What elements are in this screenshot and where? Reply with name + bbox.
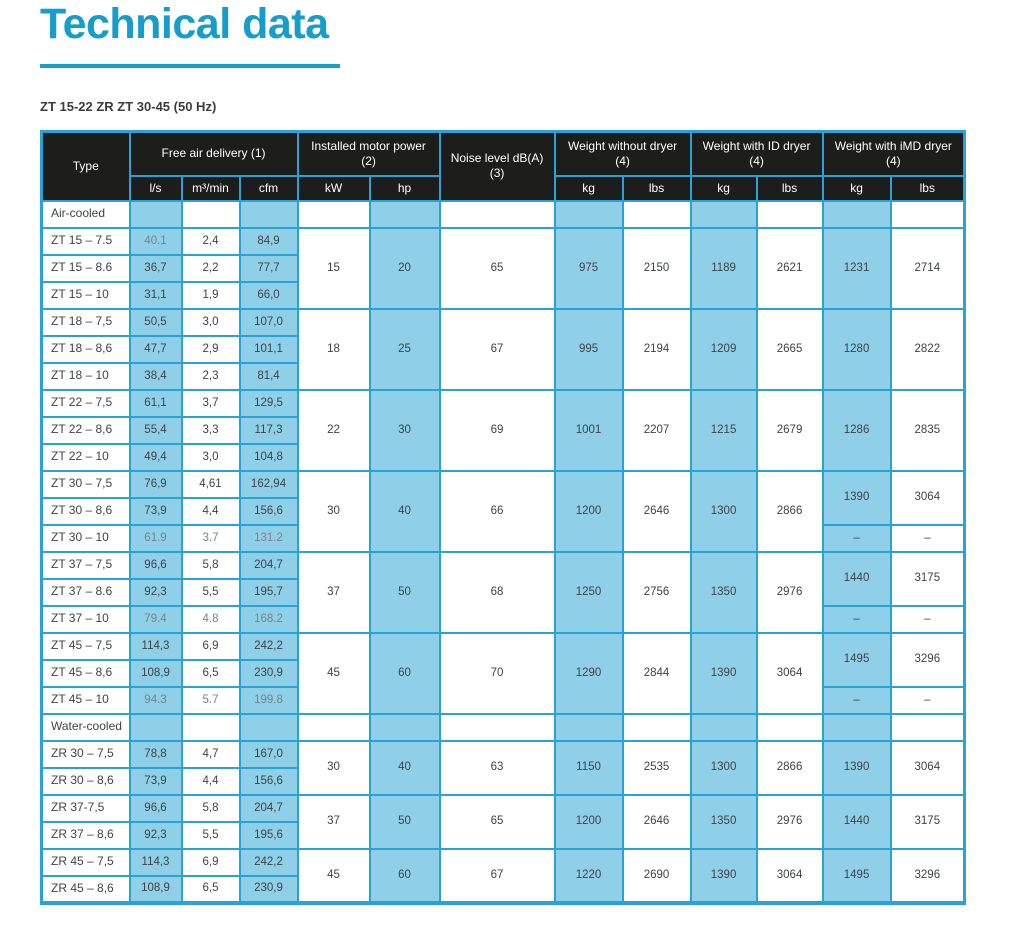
empty-cell	[823, 201, 891, 228]
value-cell: 6,9	[182, 633, 240, 660]
weight-no-dryer-kg-cell: 1220	[555, 849, 623, 903]
hp-cell: 25	[370, 309, 440, 390]
type-cell: ZT 30 – 10	[42, 525, 130, 552]
empty-cell	[691, 201, 757, 228]
value-cell: 101,1	[240, 336, 298, 363]
weight-imd-dryer-kg-cell: 1390	[823, 471, 891, 525]
weight-imd-dryer-lbs-cell: 2835	[891, 390, 965, 471]
value-cell: 242,2	[240, 849, 298, 876]
kw-cell: 18	[298, 309, 370, 390]
value-cell: 36,7	[130, 255, 182, 282]
value-cell: 129,5	[240, 390, 298, 417]
value-cell: 2,2	[182, 255, 240, 282]
type-cell: ZT 37 – 7,5	[42, 552, 130, 579]
weight-id-dryer-lbs-cell: 3064	[757, 633, 823, 714]
hp-cell: 40	[370, 741, 440, 795]
weight-imd-dryer-kg-cell: –	[823, 525, 891, 552]
noise-cell: 66	[440, 471, 555, 552]
column-header-cell: Free air delivery (1)	[130, 132, 298, 176]
weight-imd-dryer-lbs-cell: 3064	[891, 741, 965, 795]
value-cell: 4,61	[182, 471, 240, 498]
weight-no-dryer-lbs-cell: 2194	[623, 309, 691, 390]
weight-imd-dryer-lbs-cell: 2714	[891, 228, 965, 309]
type-cell: ZT 45 – 7,5	[42, 633, 130, 660]
value-cell: 81,4	[240, 363, 298, 390]
value-cell: 117,3	[240, 417, 298, 444]
value-cell: 73,9	[130, 498, 182, 525]
kw-cell: 45	[298, 849, 370, 903]
type-cell: ZT 30 – 8,6	[42, 498, 130, 525]
unit-header-cell: l/s	[130, 176, 182, 201]
value-cell: 1,9	[182, 282, 240, 309]
technical-data-table	[40, 130, 966, 905]
weight-imd-dryer-kg-cell: 1440	[823, 552, 891, 606]
weight-imd-dryer-lbs-cell: 3296	[891, 849, 965, 903]
value-cell: 114,3	[130, 849, 182, 876]
value-cell: 168.2	[240, 606, 298, 633]
weight-no-dryer-lbs-cell: 2150	[623, 228, 691, 309]
value-cell: 79.4	[130, 606, 182, 633]
weight-imd-dryer-kg-cell: 1280	[823, 309, 891, 390]
weight-imd-dryer-kg-cell: 1286	[823, 390, 891, 471]
empty-cell	[240, 714, 298, 741]
value-cell: 2,9	[182, 336, 240, 363]
value-cell: 199.8	[240, 687, 298, 714]
value-cell: 4.8	[182, 606, 240, 633]
value-cell: 204,7	[240, 795, 298, 822]
table-body	[42, 201, 965, 903]
value-cell: 114,3	[130, 633, 182, 660]
value-cell: 3.7	[182, 525, 240, 552]
value-cell: 84,9	[240, 228, 298, 255]
weight-imd-dryer-lbs-cell: –	[891, 525, 965, 552]
unit-header-cell: cfm	[240, 176, 298, 201]
noise-cell: 69	[440, 390, 555, 471]
weight-imd-dryer-kg-cell: 1495	[823, 849, 891, 903]
empty-cell	[130, 714, 182, 741]
value-cell: 61,1	[130, 390, 182, 417]
value-cell: 47,7	[130, 336, 182, 363]
unit-header-cell: kg	[691, 176, 757, 201]
kw-cell: 37	[298, 795, 370, 849]
value-cell: 156,6	[240, 498, 298, 525]
hp-cell: 30	[370, 390, 440, 471]
value-cell: 3,7	[182, 390, 240, 417]
kw-cell: 30	[298, 471, 370, 552]
value-cell: 2,4	[182, 228, 240, 255]
value-cell: 5,8	[182, 552, 240, 579]
weight-imd-dryer-kg-cell: –	[823, 606, 891, 633]
value-cell: 167,0	[240, 741, 298, 768]
type-cell: ZT 18 – 7,5	[42, 309, 130, 336]
weight-imd-dryer-lbs-cell: 2822	[891, 309, 965, 390]
value-cell: 6,5	[182, 660, 240, 687]
hp-cell: 20	[370, 228, 440, 309]
title-underline	[40, 64, 340, 68]
weight-id-dryer-kg-cell: 1300	[691, 471, 757, 552]
type-cell: ZT 22 – 10	[42, 444, 130, 471]
weight-no-dryer-lbs-cell: 2756	[623, 552, 691, 633]
value-cell: 195,6	[240, 822, 298, 849]
value-cell: 162,94	[240, 471, 298, 498]
weight-imd-dryer-lbs-cell: –	[891, 606, 965, 633]
value-cell: 230,9	[240, 660, 298, 687]
value-cell: 3,0	[182, 309, 240, 336]
value-cell: 195,7	[240, 579, 298, 606]
column-header-cell: Weight with ID dryer (4)	[691, 132, 823, 176]
value-cell: 49,4	[130, 444, 182, 471]
empty-cell	[298, 714, 370, 741]
value-cell: 5,5	[182, 822, 240, 849]
value-cell: 55,4	[130, 417, 182, 444]
column-header-cell: Noise level dB(A) (3)	[440, 132, 555, 201]
type-cell: ZT 30 – 7,5	[42, 471, 130, 498]
empty-cell	[370, 201, 440, 228]
empty-cell	[440, 201, 555, 228]
empty-cell	[555, 714, 623, 741]
empty-cell	[891, 714, 965, 741]
kw-cell: 45	[298, 633, 370, 714]
type-cell: ZT 22 – 8,6	[42, 417, 130, 444]
noise-cell: 67	[440, 849, 555, 903]
noise-cell: 68	[440, 552, 555, 633]
unit-header-cell: kg	[555, 176, 623, 201]
value-cell: 96,6	[130, 552, 182, 579]
empty-cell	[623, 714, 691, 741]
empty-cell	[240, 201, 298, 228]
empty-cell	[555, 201, 623, 228]
kw-cell: 37	[298, 552, 370, 633]
value-cell: 131.2	[240, 525, 298, 552]
column-header-cell: Weight without dryer (4)	[555, 132, 691, 176]
value-cell: 6,5	[182, 876, 240, 903]
weight-no-dryer-kg-cell: 1290	[555, 633, 623, 714]
weight-id-dryer-kg-cell: 1300	[691, 741, 757, 795]
weight-no-dryer-kg-cell: 995	[555, 309, 623, 390]
weight-id-dryer-lbs-cell: 3064	[757, 849, 823, 903]
weight-id-dryer-lbs-cell: 2976	[757, 795, 823, 849]
unit-header-cell: hp	[370, 176, 440, 201]
noise-cell: 63	[440, 741, 555, 795]
type-cell: ZR 37 – 8,6	[42, 822, 130, 849]
hp-cell: 60	[370, 849, 440, 903]
unit-header-cell: m³/min	[182, 176, 240, 201]
type-cell: ZR 30 – 8,6	[42, 768, 130, 795]
value-cell: 104,8	[240, 444, 298, 471]
unit-header-cell: lbs	[757, 176, 823, 201]
page-title: Technical data	[40, 0, 329, 48]
type-cell: ZT 45 – 10	[42, 687, 130, 714]
value-cell: 31,1	[130, 282, 182, 309]
weight-imd-dryer-lbs-cell: 3175	[891, 795, 965, 849]
value-cell: 108,9	[130, 876, 182, 903]
weight-imd-dryer-kg-cell: 1390	[823, 741, 891, 795]
section-label-cell: Air-cooled	[42, 201, 130, 228]
value-cell: 5,5	[182, 579, 240, 606]
value-cell: 94.3	[130, 687, 182, 714]
unit-header-cell: kW	[298, 176, 370, 201]
value-cell: 5,8	[182, 795, 240, 822]
empty-cell	[440, 714, 555, 741]
type-cell: ZR 37-7,5	[42, 795, 130, 822]
weight-id-dryer-kg-cell: 1350	[691, 552, 757, 633]
weight-no-dryer-lbs-cell: 2646	[623, 795, 691, 849]
empty-cell	[182, 714, 240, 741]
weight-no-dryer-lbs-cell: 2844	[623, 633, 691, 714]
kw-cell: 30	[298, 741, 370, 795]
weight-imd-dryer-lbs-cell: 3296	[891, 633, 965, 687]
hp-cell: 50	[370, 795, 440, 849]
weight-imd-dryer-kg-cell: 1495	[823, 633, 891, 687]
empty-cell	[298, 201, 370, 228]
weight-id-dryer-kg-cell: 1209	[691, 309, 757, 390]
type-cell: ZT 15 – 10	[42, 282, 130, 309]
value-cell: 92,3	[130, 822, 182, 849]
empty-cell	[757, 714, 823, 741]
value-cell: 3,3	[182, 417, 240, 444]
weight-no-dryer-kg-cell: 1150	[555, 741, 623, 795]
weight-no-dryer-lbs-cell: 2535	[623, 741, 691, 795]
weight-no-dryer-kg-cell: 1250	[555, 552, 623, 633]
value-cell: 38,4	[130, 363, 182, 390]
column-header-cell: Installed motor power (2)	[298, 132, 440, 176]
value-cell: 242,2	[240, 633, 298, 660]
column-header-type: Type	[42, 132, 130, 201]
type-cell: ZR 45 – 8,6	[42, 876, 130, 903]
value-cell: 40.1	[130, 228, 182, 255]
value-cell: 204,7	[240, 552, 298, 579]
weight-id-dryer-lbs-cell: 2866	[757, 471, 823, 552]
weight-no-dryer-kg-cell: 1200	[555, 795, 623, 849]
value-cell: 61.9	[130, 525, 182, 552]
weight-id-dryer-kg-cell: 1215	[691, 390, 757, 471]
value-cell: 92,3	[130, 579, 182, 606]
noise-cell: 70	[440, 633, 555, 714]
hp-cell: 40	[370, 471, 440, 552]
weight-id-dryer-kg-cell: 1390	[691, 849, 757, 903]
value-cell: 4,4	[182, 498, 240, 525]
empty-cell	[891, 201, 965, 228]
table-caption: ZT 15-22 ZR ZT 30-45 (50 Hz)	[40, 99, 217, 115]
type-cell: ZT 15 – 7.5	[42, 228, 130, 255]
value-cell: 230,9	[240, 876, 298, 903]
value-cell: 77,7	[240, 255, 298, 282]
empty-cell	[130, 201, 182, 228]
weight-no-dryer-kg-cell: 1200	[555, 471, 623, 552]
value-cell: 66,0	[240, 282, 298, 309]
value-cell: 5.7	[182, 687, 240, 714]
weight-imd-dryer-kg-cell: –	[823, 687, 891, 714]
unit-header-cell: lbs	[891, 176, 965, 201]
noise-cell: 65	[440, 795, 555, 849]
type-cell: ZT 18 – 10	[42, 363, 130, 390]
value-cell: 6,9	[182, 849, 240, 876]
weight-imd-dryer-kg-cell: 1231	[823, 228, 891, 309]
kw-cell: 15	[298, 228, 370, 309]
weight-imd-dryer-lbs-cell: 3064	[891, 471, 965, 525]
empty-cell	[757, 201, 823, 228]
weight-id-dryer-kg-cell: 1189	[691, 228, 757, 309]
weight-id-dryer-lbs-cell: 2976	[757, 552, 823, 633]
empty-cell	[623, 201, 691, 228]
value-cell: 76,9	[130, 471, 182, 498]
empty-cell	[370, 714, 440, 741]
weight-imd-dryer-kg-cell: 1440	[823, 795, 891, 849]
value-cell: 107,0	[240, 309, 298, 336]
value-cell: 4,7	[182, 741, 240, 768]
value-cell: 50,5	[130, 309, 182, 336]
value-cell: 156,6	[240, 768, 298, 795]
weight-id-dryer-kg-cell: 1350	[691, 795, 757, 849]
type-cell: ZR 30 – 7,5	[42, 741, 130, 768]
weight-id-dryer-lbs-cell: 2866	[757, 741, 823, 795]
value-cell: 3,0	[182, 444, 240, 471]
kw-cell: 22	[298, 390, 370, 471]
type-cell: ZT 18 – 8,6	[42, 336, 130, 363]
weight-no-dryer-kg-cell: 975	[555, 228, 623, 309]
value-cell: 4,4	[182, 768, 240, 795]
type-cell: ZT 37 – 8.6	[42, 579, 130, 606]
type-cell: ZT 15 – 8.6	[42, 255, 130, 282]
type-cell: ZR 45 – 7,5	[42, 849, 130, 876]
weight-id-dryer-lbs-cell: 2665	[757, 309, 823, 390]
weight-id-dryer-kg-cell: 1390	[691, 633, 757, 714]
hp-cell: 50	[370, 552, 440, 633]
column-header-cell: Weight with iMD dryer (4)	[823, 132, 965, 176]
unit-header-cell: lbs	[623, 176, 691, 201]
weight-imd-dryer-lbs-cell: –	[891, 687, 965, 714]
weight-id-dryer-lbs-cell: 2679	[757, 390, 823, 471]
weight-id-dryer-lbs-cell: 2621	[757, 228, 823, 309]
weight-no-dryer-lbs-cell: 2207	[623, 390, 691, 471]
table-header	[42, 132, 965, 201]
value-cell: 73,9	[130, 768, 182, 795]
value-cell: 78,8	[130, 741, 182, 768]
unit-header-cell: kg	[823, 176, 891, 201]
weight-no-dryer-lbs-cell: 2690	[623, 849, 691, 903]
value-cell: 108,9	[130, 660, 182, 687]
type-cell: ZT 45 – 8,6	[42, 660, 130, 687]
type-cell: ZT 37 – 10	[42, 606, 130, 633]
hp-cell: 60	[370, 633, 440, 714]
noise-cell: 65	[440, 228, 555, 309]
type-cell: ZT 22 – 7,5	[42, 390, 130, 417]
empty-cell	[182, 201, 240, 228]
empty-cell	[823, 714, 891, 741]
noise-cell: 67	[440, 309, 555, 390]
empty-cell	[691, 714, 757, 741]
value-cell: 2,3	[182, 363, 240, 390]
weight-imd-dryer-lbs-cell: 3175	[891, 552, 965, 606]
weight-no-dryer-kg-cell: 1001	[555, 390, 623, 471]
value-cell: 96,6	[130, 795, 182, 822]
section-label-cell: Water-cooled	[42, 714, 130, 741]
weight-no-dryer-lbs-cell: 2646	[623, 471, 691, 552]
